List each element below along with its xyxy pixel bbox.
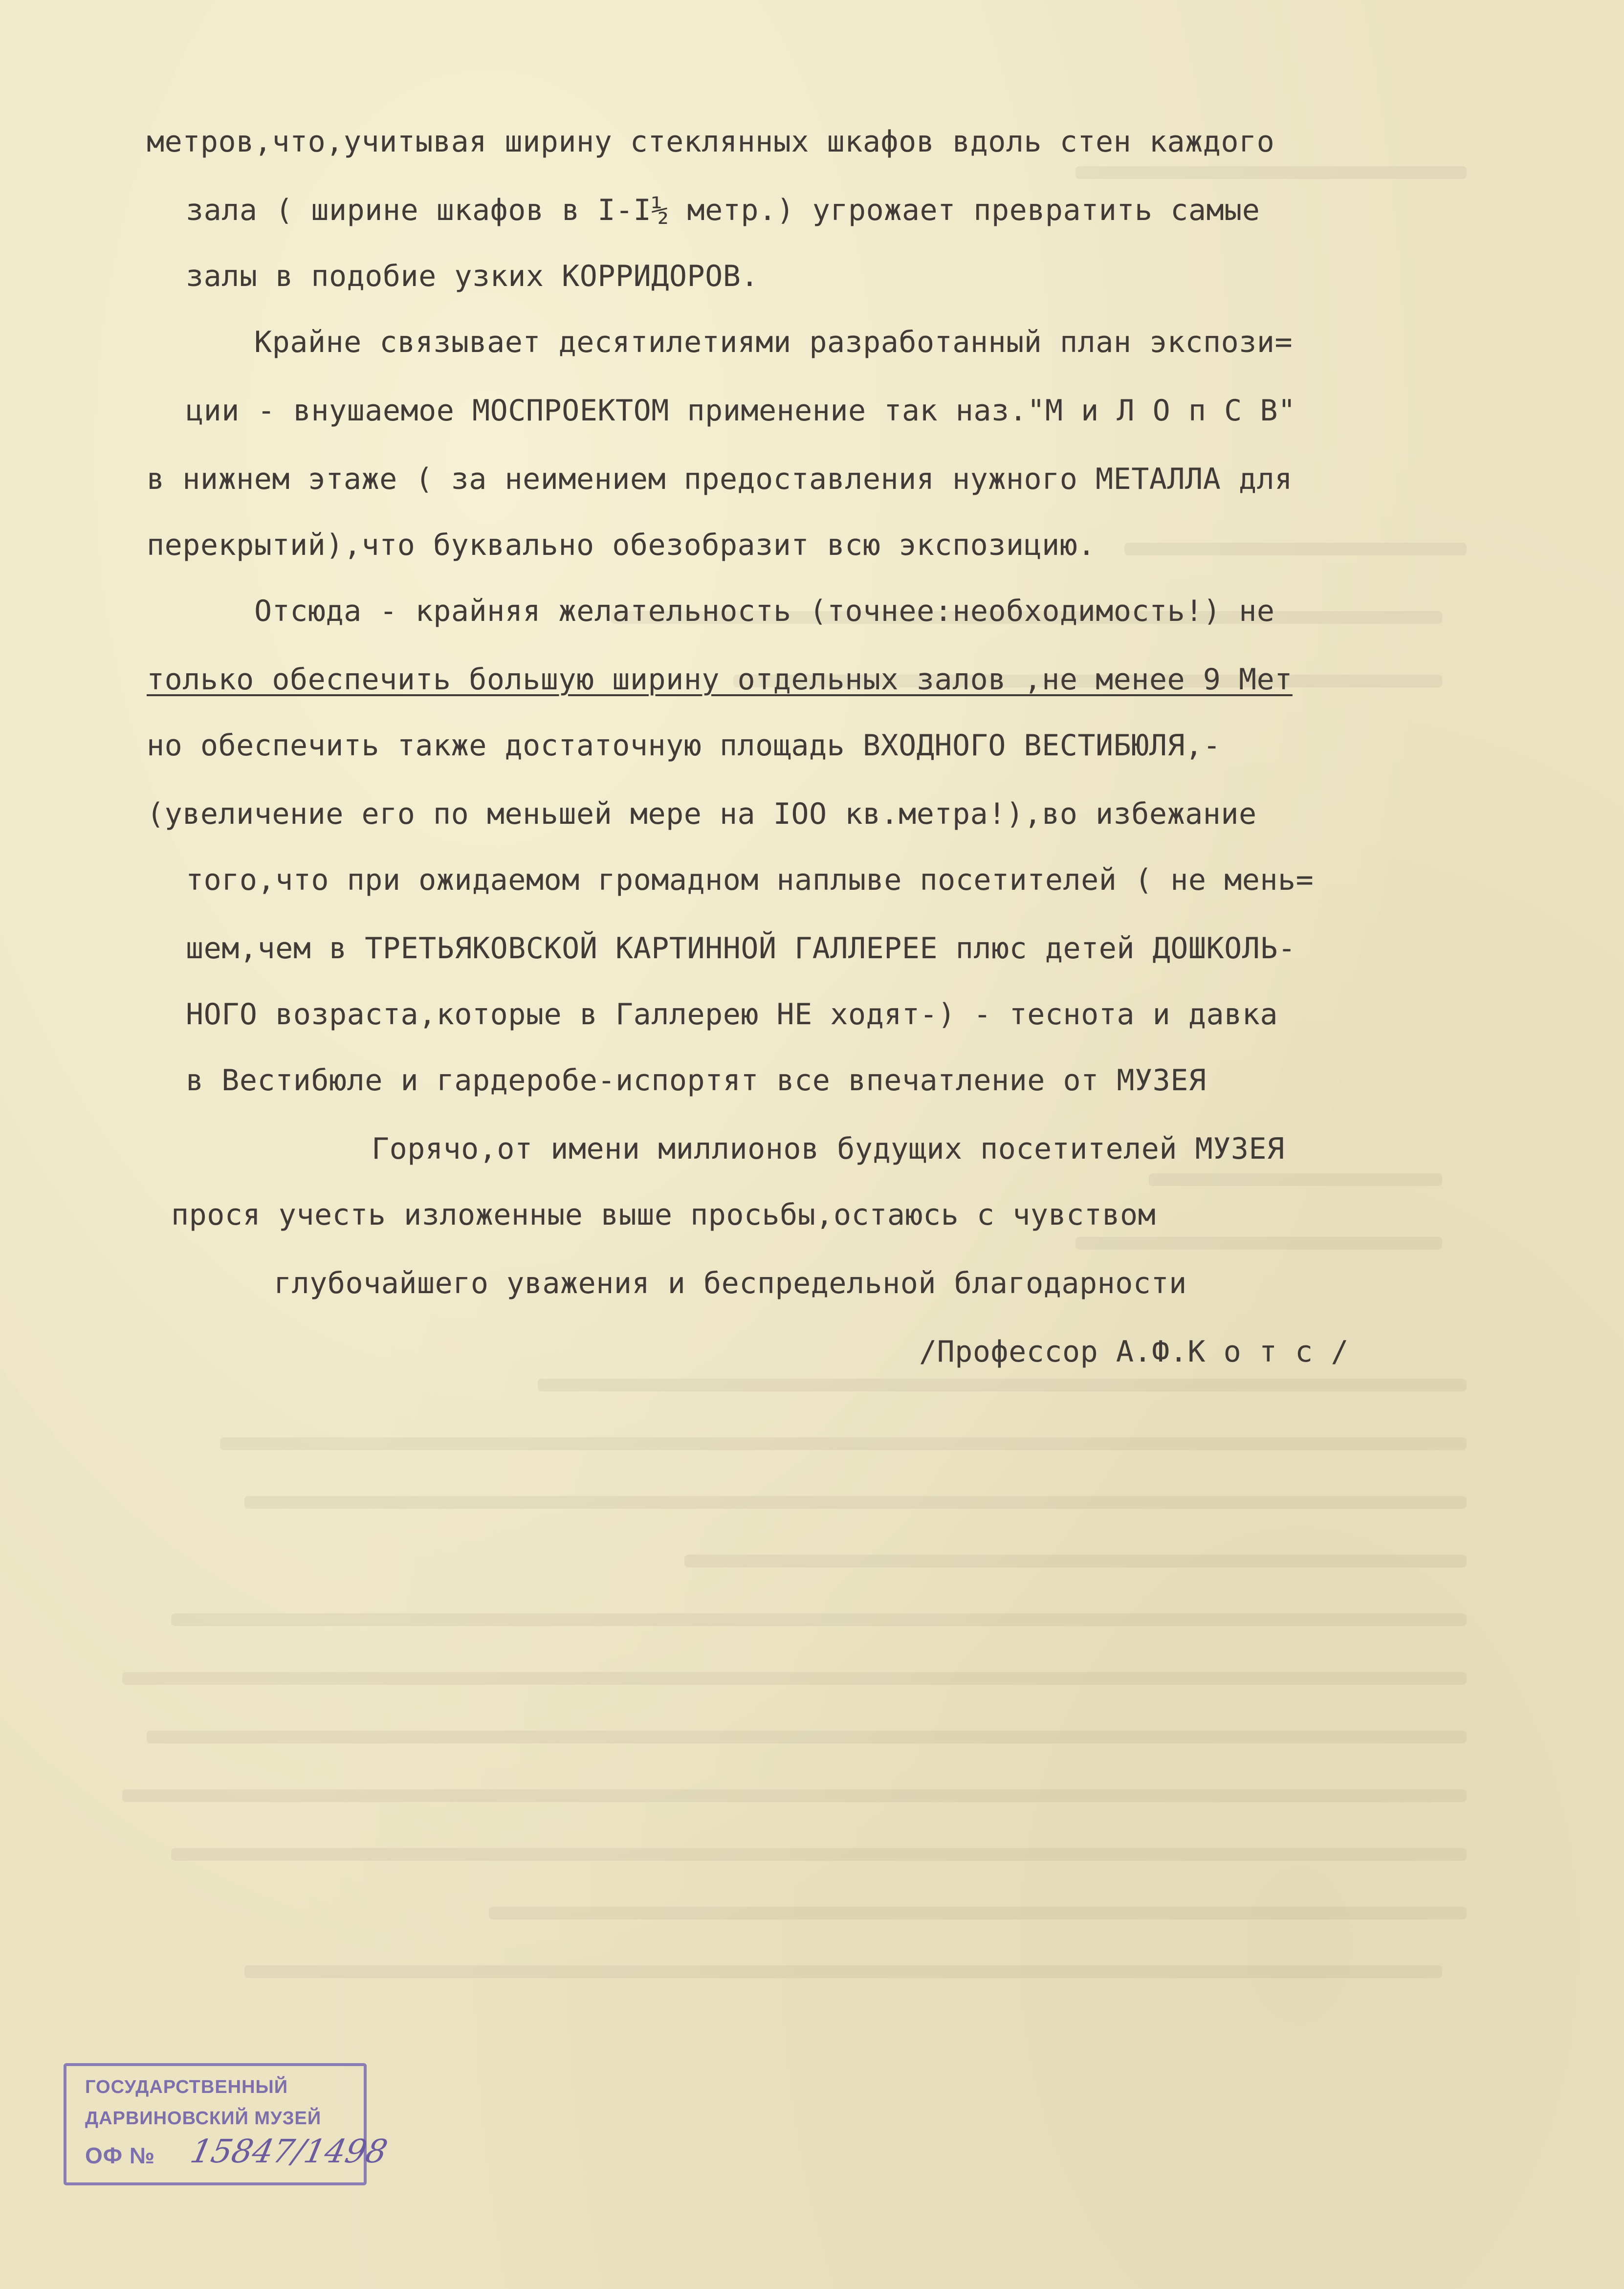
stamp-label: ОФ № (85, 2143, 155, 2168)
text-line-3: залы в подобие узких КОРРИДОРОВ. (186, 259, 759, 293)
signature-line: /Профессор А.Ф.К о т с / (919, 1335, 1349, 1369)
inventory-number: 15847/1498 (187, 2133, 391, 2170)
stamp-line-1: ГОСУДАРСТВЕННЫЙ (85, 2077, 288, 2097)
text-line-17: прося учесть изложенные выше просьбы,остаюсь с чувством (171, 1198, 1156, 1232)
text-line-18: глубочайшего уважения и беспредельной благодарности (274, 1266, 1187, 1300)
text-line-16: Горячо,от имени миллионов будущих посетителей МУЗЕЯ (372, 1132, 1285, 1166)
text-line-1: метров,что,учитывая ширину стеклянных шкафов вдоль стен каждого (147, 125, 1275, 159)
text-line-12: того,что при ожидаемом громадном наплыве посетителей ( не мень= (186, 863, 1314, 897)
text-line-5: ции - внушаемое МОСПРОЕКТОМ применение так наз."М и Л О п С В" (186, 394, 1296, 428)
text-line-4: Крайне связывает десятилетиями разработанный план экспози= (254, 325, 1293, 359)
stamp-line-2: ДАРВИНОВСКИЙ МУЗЕЙ (85, 2108, 322, 2129)
museum-stamp (64, 2063, 391, 2185)
text-line-7: перекрытий),что буквально обезобразит всю экспозицию. (147, 528, 1096, 562)
text-line-11: (увеличение его по меньшей мере на IOO кв.метра!),во избежание (147, 797, 1257, 831)
text-line-9: только обеспечить большую ширину отдельных залов ,не менее 9 Мет (147, 662, 1293, 697)
text-line-15: в Вестибюле и гардеробе-испортят все впечатление от МУЗЕЯ (186, 1063, 1207, 1098)
text-line-14: НОГО возраста,которые в Галлерею НЕ ходят-) - теснота и давка (186, 997, 1278, 1032)
text-line-10: но обеспечить также достаточную площадь ВХОДНОГО ВЕСТИБЮЛЯ,- (147, 728, 1221, 763)
text-line-6: в нижнем этаже ( за неимением предоставления нужного МЕТАЛЛА для (147, 462, 1293, 496)
text-line-13: шем,чем в ТРЕТЬЯКОВСКОЙ КАРТИННОЙ ГАЛЛЕРЕЕ плюс детей ДОШКОЛЬ- (186, 931, 1296, 966)
text-line-8: Отсюда - крайняя желательность (точнее:необходимость!) не (254, 594, 1275, 628)
text-line-2: зала ( ширине шкафов в I-I½ метр.) угрожает превратить самые (186, 193, 1260, 227)
